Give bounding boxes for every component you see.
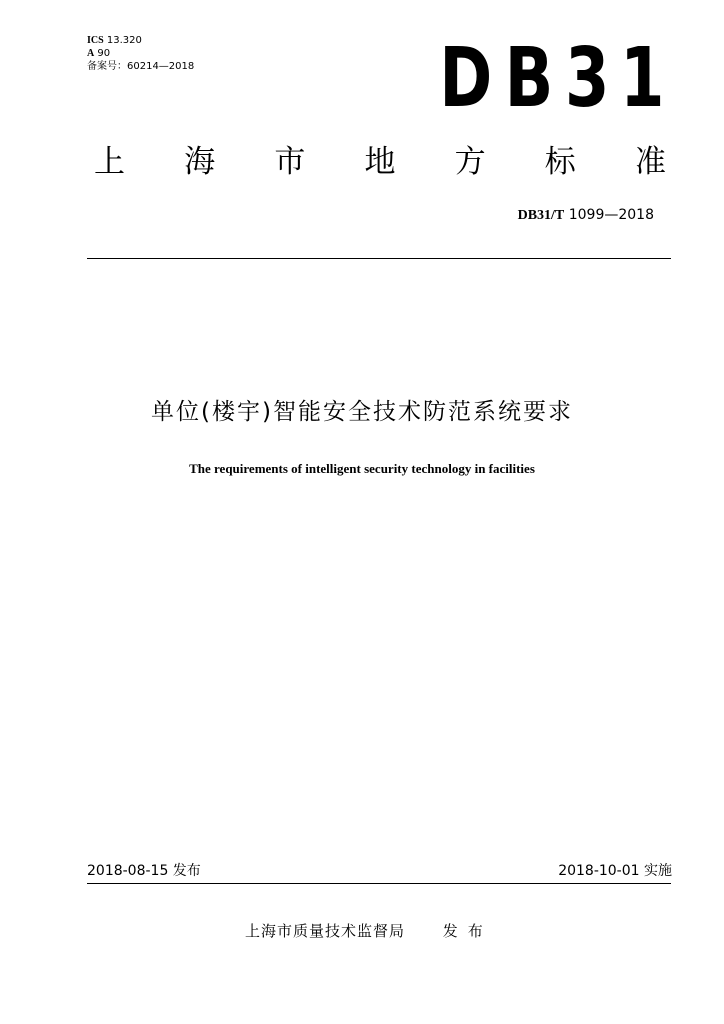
- document-title-english: The requirements of intelligent security technology in facilities: [189, 461, 535, 476]
- document-title-chinese: 单位(楼宇)智能安全技术防范系统要求: [151, 399, 573, 425]
- publisher-action: 发布: [442, 922, 493, 940]
- standard-type-char: 上: [94, 144, 125, 180]
- publisher-name: 上海市质量技术监督局: [245, 922, 406, 940]
- logo-letter-d: D: [439, 31, 491, 126]
- standard-type-char: 市: [274, 144, 306, 180]
- standard-type-char: 标: [544, 144, 576, 180]
- standard-type-heading: [94, 142, 666, 182]
- record-number: 备案号：60214—2018: [87, 61, 195, 72]
- standard-type-char: 方: [454, 144, 486, 180]
- logo-digit-3: 3: [564, 31, 608, 126]
- effective-date: 2018-10-01 实施: [558, 863, 672, 879]
- record-label: 备案号: [87, 61, 117, 72]
- standard-type-char: 海: [184, 144, 216, 180]
- standard-number-prefix: DB31/T: [517, 208, 565, 223]
- db31-logo: [432, 31, 663, 126]
- classification-label: A: [87, 48, 95, 59]
- ics-label: ICS: [87, 35, 104, 46]
- classification-value: 90: [97, 48, 111, 59]
- issue-date: 2018-08-15 发布: [87, 863, 201, 879]
- footer-divider: [87, 883, 671, 884]
- standard-type-char: 准: [634, 144, 666, 180]
- classification-code: [87, 47, 110, 60]
- header-divider: [87, 258, 671, 259]
- record-value: 60214—2018: [127, 61, 195, 72]
- logo-letter-b: B: [504, 31, 552, 126]
- standard-number-value: 1099—2018: [568, 207, 654, 223]
- publisher-line: [245, 920, 493, 942]
- standard-type-char: 地: [364, 144, 396, 180]
- ics-code: [87, 34, 142, 47]
- ics-value: 13.320: [106, 35, 142, 46]
- logo-digit-1: 1: [619, 31, 663, 126]
- standard-number: [518, 206, 654, 225]
